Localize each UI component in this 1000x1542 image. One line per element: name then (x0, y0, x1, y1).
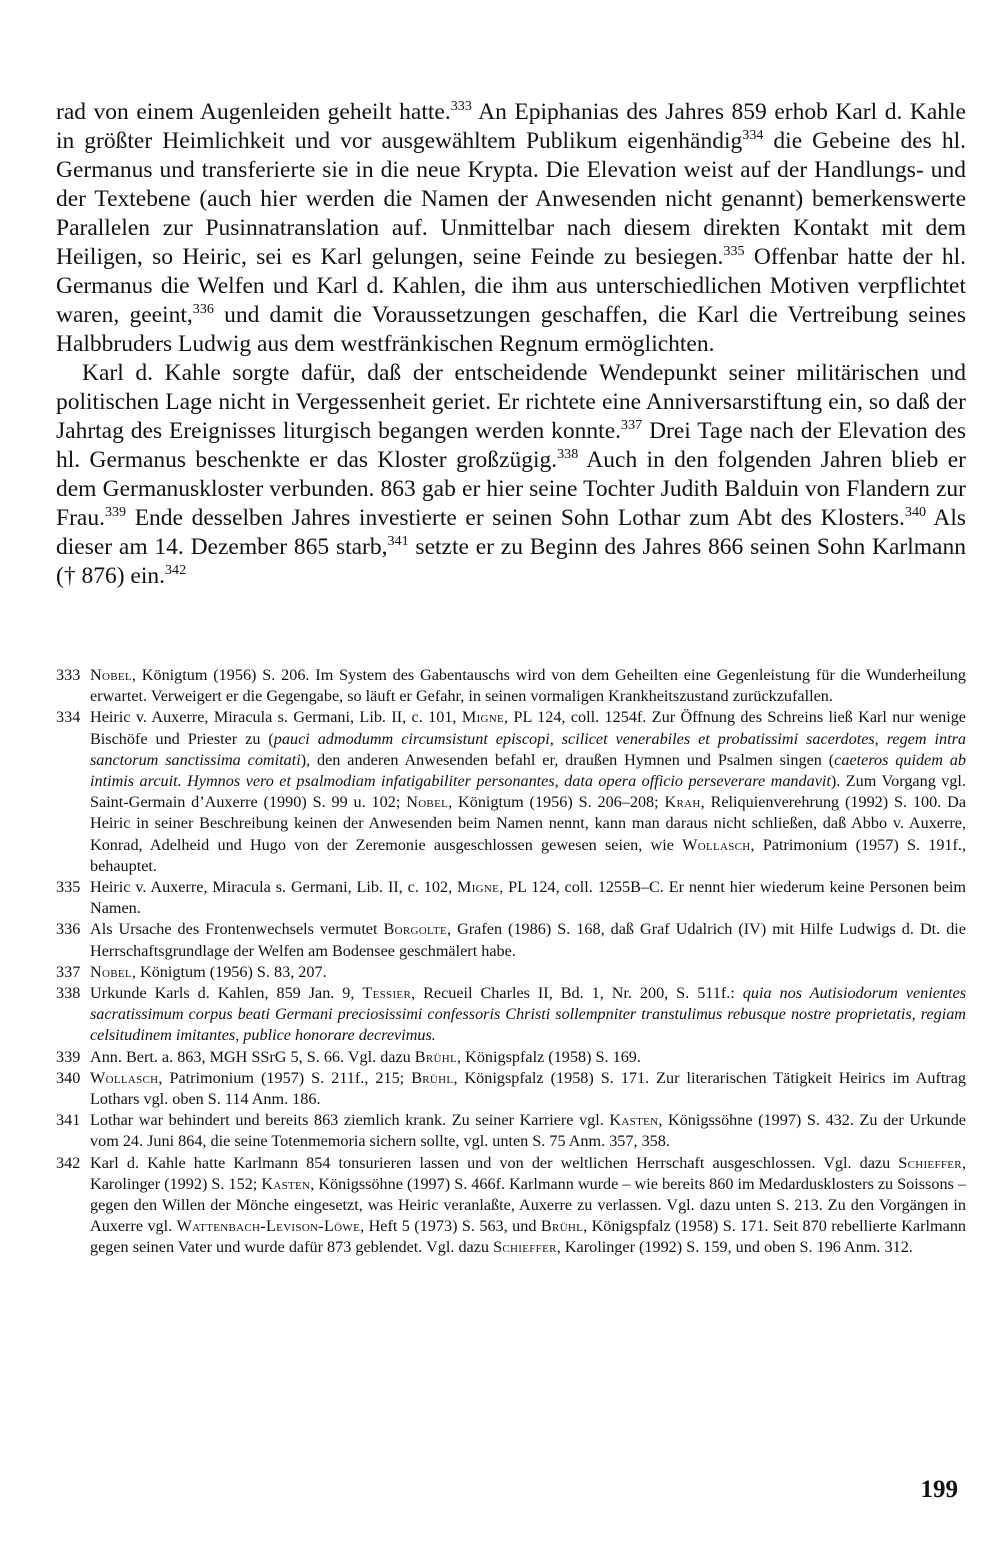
paragraph-1 (56, 98, 966, 359)
footnote-text-run: Als Ursache des Frontenwechsels vermutet (90, 920, 384, 939)
footnote-text-run: , Recueil Charles II, Bd. 1, Nr. 200, S. 511f.: (411, 984, 743, 1003)
footnote-text-run: Migne (457, 878, 500, 897)
footnote-ref[interactable]: 335 (723, 243, 745, 260)
footnote-text-run: Urkunde Karls d. Kahlen, 859 Jan. 9, (90, 984, 363, 1003)
footnote-text (90, 1153, 966, 1259)
footnote-text-run: Krah (664, 793, 701, 812)
footnote (56, 707, 966, 877)
footnote-text-run: , Königtum (1956) S. 206–208; (448, 793, 665, 812)
text-run: Ende desselben Jahres investierte er seinen Sohn Lothar zum Abt des Klosters. (126, 505, 905, 531)
footnote-text-run: , Karolinger (1992) S. 159, und oben S. 196 Anm. 312. (556, 1238, 913, 1257)
footnote-text (90, 962, 966, 983)
footnote-text-run: Heiric v. Auxerre, Miracula s. Germani, Lib. II, c. 101, (90, 708, 462, 727)
footnote-ref[interactable]: 333 (450, 98, 472, 115)
footnote (56, 983, 966, 1047)
footnote-text-run: Borgolte (383, 920, 448, 939)
footnote-text-run: , Reliquienverehrung (1992) S. 100. Da Heiric in seiner Beschreibung keinen der Anwesenden beim Namen nennt, kann man daraus nicht schließen, daß Abbo v. Auxerre, Konrad, Adelheid und Hugo von der Zeremonie ausgeschlossen gewesen seien, wie (90, 793, 967, 854)
footnote-text (90, 919, 966, 961)
footnote-number: 334 (56, 708, 81, 727)
footnote-text-run: , Königspfalz (1958) S. 171. Seit 870 rebellierte Karlmann gegen seinen Vater und wurde dafür 873 geblendet. Vgl. dazu (90, 1217, 967, 1257)
footnote-text-run: Heiric v. Auxerre, Miracula s. Germani, Lib. II, c. 102, (90, 878, 458, 897)
footnote-text-run: Nobel (90, 962, 132, 981)
footnote-number: 337 (56, 962, 81, 981)
text-run: rad von einem Augenleiden geheilt hatte. (56, 99, 451, 125)
footnote-text-run: , PL 124, coll. 1255B–C. Er nennt hier wiederum keine Personen beim Namen. (90, 878, 966, 918)
main-text (56, 98, 966, 591)
footnote-number: 339 (56, 1047, 81, 1066)
footnote-ref[interactable]: 341 (387, 533, 409, 550)
footnote-text (90, 1047, 966, 1068)
footnote (56, 1068, 966, 1110)
footnote-number: 336 (56, 920, 81, 939)
footnote-text-run: Migne (461, 708, 505, 727)
footnote-text-run: quia nos Autisiodorum venientes sacratissimum corpus beati Germani preciosissimi confessoris Christi sollempniter transtulimus rebusque nostre proprietatis, regiam celsitudinem imitantes, publice honorare decrevimus. (90, 984, 966, 1045)
footnote (56, 962, 966, 983)
footnote-text-run: , Königspfalz (1958) S. 171. Zur literarischen Tätigkeit Heirics im Auftrag Lothars vgl. oben S. 114 Anm. 186. (90, 1068, 966, 1109)
footnote-text-run: Wollasch (90, 1068, 159, 1087)
text-run: Als dieser am 14. Dezember 865 starb, (56, 505, 966, 560)
text-run: setzte er zu Beginn des Jahres 866 seinen Sohn Karlmann († 876) ein. (56, 534, 966, 589)
footnote (56, 919, 966, 961)
footnote-number: 340 (56, 1068, 81, 1087)
text-run: Auch in den folgenden Jahren blieb er dem Germanuskloster verbunden. 863 gab er hier seine Tochter Judith Balduin von Flandern zur Frau. (56, 447, 966, 531)
text-run: Offenbar hatte der hl. Germanus die Welfen und Karl d. Kahlen, die ihm aus unterschiedlichen Motiven verpflichtet waren, geeint, (56, 244, 966, 328)
footnote-number: 338 (56, 984, 81, 1003)
footnote-text-run: Ann. Bert. a. 863, MGH SSrG 5, S. 66. Vgl. dazu (90, 1047, 415, 1066)
footnote-text-run: , Königspfalz (1958) S. 169. (457, 1047, 641, 1066)
footnote-number: 335 (56, 878, 81, 897)
footnotes-section (56, 665, 966, 1259)
footnote-ref[interactable]: 337 (621, 417, 643, 434)
footnote-ref[interactable]: 340 (904, 504, 927, 521)
footnote-ref[interactable]: 342 (165, 562, 187, 579)
footnote-text (90, 665, 966, 707)
footnote-text-run: Wollasch (682, 835, 751, 854)
footnote-text-run: Kasten (261, 1174, 311, 1193)
text-run: Karl d. Kahle sorgte dafür, daß der entscheidende Wendepunkt seiner militärischen und politischen Lage nicht in Vergessenheit geriet. Er richtete eine Anniversarstiftung ein, so daß der Jahrtag des Ereignisses liturgisch begangen werden konnte. (56, 360, 966, 444)
footnote-text-run: Wattenbach-Levison-Löwe (176, 1217, 361, 1236)
footnote-number: 341 (56, 1111, 81, 1130)
footnote-text-run: Karl d. Kahle hatte Karlmann 854 tonsurieren lassen und von der weltlichen Herrschaft ausgeschlossen. Vgl. dazu (90, 1153, 899, 1172)
footnote-text-run: ). Zum Vorgang vgl. Saint-Germain d’Auxerre (1990) S. 99 u. 102; (90, 772, 966, 812)
footnote-text-run: , Karolinger (1992) S. 152; (90, 1153, 966, 1193)
footnote-text-run: , Königtum (1956) S. 206. Im System des Gabentauschs wird von dem Geheilten eine Gegenleistung für die Wunderheilung erwartet. Verweigert er die Gegengabe, so läuft er Gefahr, in seinen vormaligen Krankheitszustand zurückzufallen. (90, 666, 966, 706)
footnote-ref[interactable]: 338 (557, 446, 579, 463)
footnote (56, 1110, 966, 1152)
footnote-text-run: Nobel (90, 666, 132, 684)
text-run: und damit die Voraussetzungen geschaffen, die Karl die Vertreibung seines Halbbruders Ludwig aus dem westfränkischen Regnum ermöglichten. (56, 302, 966, 357)
footnote-text (90, 1068, 966, 1110)
footnote-text-run: Lothar war behindert und bereits 863 ziemlich krank. Zu seiner Karriere vgl. (90, 1111, 610, 1130)
footnote-text-run: , Patrimonium (1957) S. 191f., behauptet. (90, 835, 966, 875)
footnote-ref[interactable]: 334 (742, 127, 764, 144)
footnote-text-run: pauci admodumm circumsistunt episcopi, scilicet venerabiles et probatissimi sacerdotes, regem intra sanctorum sanctissima comitati (90, 729, 966, 769)
footnote-text-run: , PL 124, coll. 1254f. Zur Öffnung des Schreins ließ Karl nur wenige Bischöfe und Priester zu ( (90, 708, 966, 748)
footnote-text-run: Brühl (411, 1068, 454, 1087)
footnote-text (90, 983, 966, 1047)
footnote-text-run: Kasten (609, 1111, 659, 1130)
footnote-text-run: Nobel (406, 793, 449, 812)
footnote (56, 877, 966, 919)
text-run: An Epiphanias des Jahres 859 erhob Karl d. Kahle in größter Heimlichkeit und vor ausgewähltem Publikum eigenhändig (56, 99, 966, 154)
footnote-text-run: caeteros quidem ab intimis arcuit. Hymnos vero et psalmodiam infatigabiliter personantes, data opera officio perseverare mandavit (90, 750, 966, 791)
footnote-text-run: Tessier (362, 984, 412, 1003)
footnote-text-run: , Patrimonium (1957) S. 211f., 215; (158, 1068, 412, 1087)
footnote (56, 1153, 966, 1259)
footnote-number: 333 (56, 666, 81, 684)
footnote-text (90, 707, 966, 877)
text-run: die Gebeine des hl. Germanus und transferierte sie in die neue Krypta. Die Elevation weist auf der Handlungs- und der Textebene (auch hier werden die Namen der Anwesenden nicht genannt) bemerkenswerte Parallelen zur Pusinnatranslation auf. Unmittelbar nach diesem direkten Kontakt mit dem Heiligen, so Heiric, sei es Karl gelungen, seine Feinde zu besiegen. (56, 128, 966, 270)
footnote-text-run: Schieffer (493, 1238, 557, 1257)
footnote-text-run: Brühl (414, 1047, 458, 1066)
footnote-ref[interactable]: 339 (104, 504, 127, 521)
footnote-number: 342 (56, 1153, 81, 1172)
footnote-text-run: , Grafen (1986) S. 168, daß Graf Udalrich (IV) mit Hilfe Ludwigs d. Dt. die Herrschaftsgrundlage der Welfen am Bodensee geschmälert habe. (90, 920, 966, 960)
page-number: 199 (920, 1476, 958, 1503)
paragraph-2 (56, 359, 966, 591)
footnote (56, 665, 966, 707)
footnote-text-run: , Königssöhne (1997) S. 466f. Karlmann wurde – wie bereits 860 im Medardusklosters zu Soissons – gegen den Willen der Mönche eingesetzt, was Heiric veranlaßte, Auxerre zu verlassen. Vgl. dazu unten S. 213. Zu den Vorgängen in Auxerre vgl. (90, 1174, 966, 1236)
footnote-text-run: Brühl (540, 1217, 584, 1236)
footnote-text (90, 877, 966, 919)
text-run: Drei Tage nach der Elevation des hl. Germanus beschenkte er das Kloster großzügig. (56, 418, 966, 473)
footnote-text-run: , Königtum (1956) S. 83, 207. (131, 962, 327, 981)
footnote-text-run: , Königssöhne (1997) S. 432. Zu der Urkunde vom 24. Juni 864, die seine Totenmemoria sichern sollte, vgl. unten S. 75 Anm. 357, 358. (90, 1111, 966, 1151)
footnote-ref[interactable]: 336 (192, 301, 214, 318)
footnote-text-run: ), den anderen Anwesenden befahl er, draußen Hymnen und Psalmen singen ( (300, 750, 835, 769)
footnote-text (90, 1110, 966, 1152)
footnote-text-run: , Heft 5 (1973) S. 563, und (360, 1217, 541, 1236)
footnote (56, 1047, 966, 1068)
footnote-text-run: Schieffer (898, 1153, 962, 1172)
